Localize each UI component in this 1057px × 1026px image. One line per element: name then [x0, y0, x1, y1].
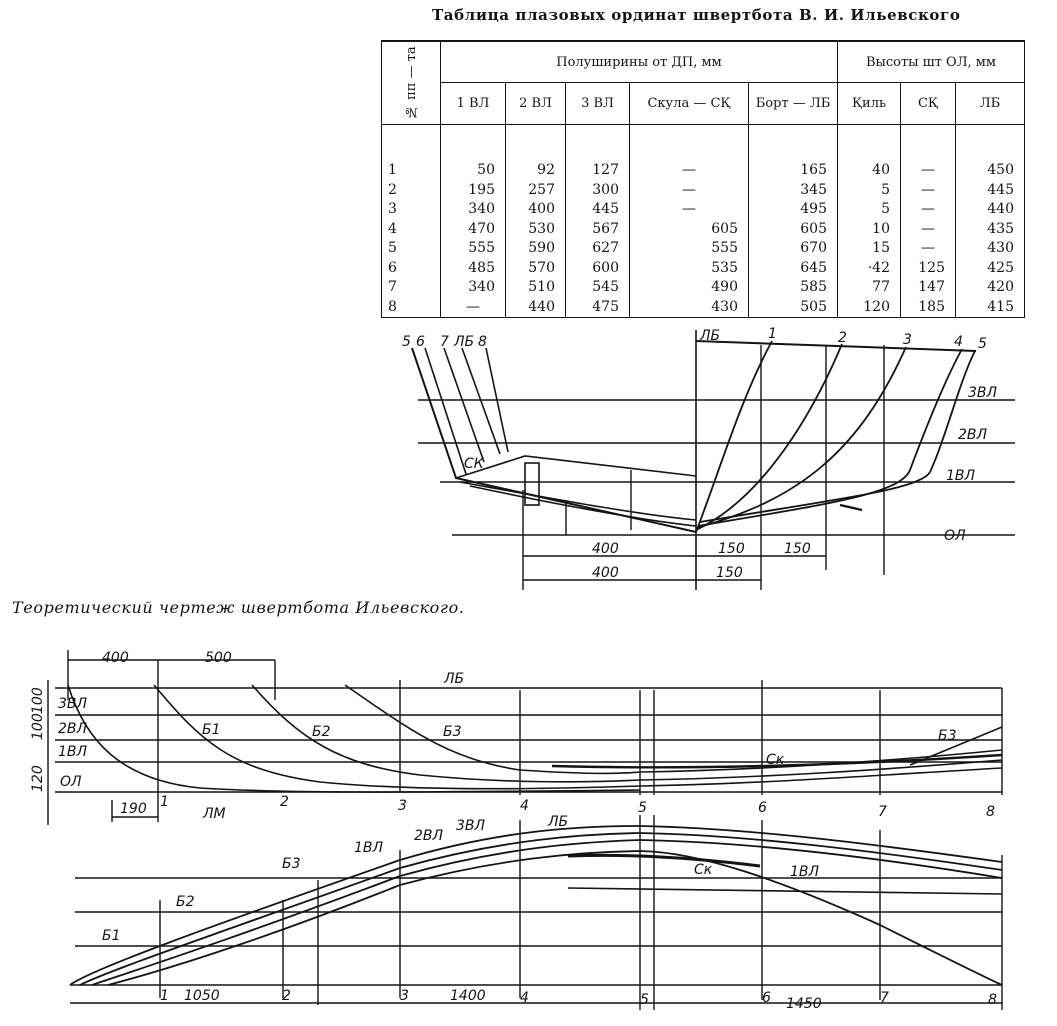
table-cell: 530: [506, 220, 566, 240]
label: 3ВЛ: [456, 818, 486, 834]
table-cell: 300: [566, 181, 630, 201]
station-number: 2: [382, 181, 441, 201]
label: 4: [954, 334, 963, 350]
table-cell: 495: [749, 200, 838, 220]
table-cell: 627: [566, 239, 630, 259]
col-header: 1 ВЛ: [441, 83, 506, 125]
buttock-aft-1: [640, 750, 1002, 772]
label: Б3: [443, 724, 462, 740]
label: 3: [903, 332, 912, 348]
table-cell: 510: [506, 278, 566, 298]
table-cell: 340: [441, 278, 506, 298]
label: 2: [838, 330, 847, 346]
label: Б3: [938, 728, 957, 744]
label: ОЛ: [60, 774, 82, 790]
table-cell: 490: [630, 278, 749, 298]
label: ЛБ: [700, 328, 721, 344]
station-label: 6: [758, 800, 767, 816]
table-cell: 257: [506, 181, 566, 201]
label: Б1: [102, 928, 121, 944]
table-cell: —: [630, 200, 749, 220]
table-cell: 670: [749, 239, 838, 259]
station-label: 1: [160, 794, 169, 810]
table-cell: 147: [901, 278, 956, 298]
table-cell: 430: [956, 239, 1025, 259]
table-cell: 445: [566, 200, 630, 220]
label: СК: [464, 456, 484, 472]
label: 5: [402, 334, 411, 350]
label: 2ВЛ: [58, 721, 88, 737]
col-header: ЛБ: [956, 83, 1025, 125]
dim-label: 1400: [450, 988, 486, 1004]
keel-profile: [68, 685, 640, 792]
buttock-3: [345, 685, 640, 773]
table-cell: —: [901, 220, 956, 240]
table-cell: 430: [630, 298, 749, 318]
table-cell: —: [901, 125, 956, 181]
halfwidths-group-header: Полуширины от ДП, мм: [441, 41, 838, 83]
table-cell: 125: [901, 259, 956, 279]
label: 3ВЛ: [968, 385, 998, 401]
station-label: 6: [762, 990, 771, 1006]
dim-label: 1050: [184, 988, 220, 1004]
bottom-aft-1: [460, 482, 696, 520]
table-cell: 127: [566, 125, 630, 181]
table-cell: 185: [901, 298, 956, 318]
station-number: 3: [382, 200, 441, 220]
section-lb-aft: [462, 348, 500, 454]
col-header: 3 ВЛ: [566, 83, 630, 125]
table-cell: 15: [838, 239, 901, 259]
station-number: 8: [382, 298, 441, 318]
table-cell: —: [441, 298, 506, 318]
table-cell: 400: [506, 200, 566, 220]
table-cell: —: [630, 181, 749, 201]
col-header: Қиль: [838, 83, 901, 125]
dim-label: 400: [592, 541, 619, 557]
station-number: 4: [382, 220, 441, 240]
dim-label: 400: [592, 565, 619, 581]
label: 7: [440, 334, 449, 350]
heights-group-header: Высоты шт ОЛ, мм: [838, 41, 1025, 83]
table-cell: 165: [749, 125, 838, 181]
dim-label: 150: [718, 541, 745, 557]
label: ОЛ: [944, 528, 966, 544]
table-cell: —: [901, 200, 956, 220]
dim-label: 150: [716, 565, 743, 581]
dim-label: 500: [205, 650, 232, 666]
table-cell: 505: [749, 298, 838, 318]
label: Б3: [282, 856, 301, 872]
table-cell: 590: [506, 239, 566, 259]
dim-label: 150: [784, 541, 811, 557]
table-cell: 440: [506, 298, 566, 318]
label: 1: [768, 326, 777, 342]
table-cell: 605: [630, 220, 749, 240]
dim-label: 100: [30, 687, 46, 714]
label: 1ВЛ: [354, 840, 384, 856]
profile-labels: [30, 650, 995, 822]
label: Б2: [312, 724, 331, 740]
centerboard-plan: [568, 888, 1002, 894]
table-cell: 40: [838, 125, 901, 181]
station-label: 4: [520, 798, 529, 814]
station-number: 6: [382, 259, 441, 279]
station-label: 7: [880, 990, 889, 1006]
station-label: 2: [282, 988, 291, 1004]
table-cell: 5: [838, 181, 901, 201]
label: 1ВЛ: [790, 864, 820, 880]
dim-label: 100: [30, 713, 46, 740]
table-cell: —: [630, 125, 749, 181]
label: 6: [416, 334, 425, 350]
drawing-caption: Теоретический чертеж швертбота Ильевского.: [12, 598, 465, 617]
label: Б1: [202, 722, 221, 738]
label: Ск: [694, 862, 713, 878]
table-cell: 77: [838, 278, 901, 298]
table-cell: 420: [956, 278, 1025, 298]
station-header: № пп — та: [403, 46, 419, 120]
table-cell: 5: [838, 200, 901, 220]
col-header: 2 ВЛ: [506, 83, 566, 125]
dim-label: 1450: [786, 996, 822, 1012]
label: Б2: [176, 894, 195, 910]
station-label: 2: [280, 794, 289, 810]
label: Ск: [766, 752, 785, 768]
table-cell: 450: [956, 125, 1025, 181]
station-number: 1: [382, 125, 441, 181]
station-number: 7: [382, 278, 441, 298]
label: 1ВЛ: [946, 468, 976, 484]
label: 5: [978, 336, 987, 352]
table-cell: 600: [566, 259, 630, 279]
table-cell: 415: [956, 298, 1025, 318]
section-7-aft: [444, 348, 484, 462]
table-cell: 570: [506, 259, 566, 279]
table-cell: 605: [749, 220, 838, 240]
table-cell: 485: [441, 259, 506, 279]
table-cell: 195: [441, 181, 506, 201]
sheer-line: [696, 341, 976, 351]
table-cell: 545: [566, 278, 630, 298]
label: ЛМ: [203, 806, 226, 822]
table-cell: 555: [441, 239, 506, 259]
section-4: [698, 349, 962, 526]
section-6-aft: [425, 348, 466, 474]
station-label: 5: [638, 800, 647, 816]
label: 3ВЛ: [58, 696, 88, 712]
station-label: 4: [520, 990, 529, 1006]
station-label: 5: [640, 992, 649, 1008]
label: 2ВЛ: [958, 427, 988, 443]
table-cell: 470: [441, 220, 506, 240]
table-cell: 440: [956, 200, 1025, 220]
table-cell: 50: [441, 125, 506, 181]
keel-mark: [840, 505, 862, 510]
section-3: [696, 347, 906, 528]
station-label: 8: [988, 992, 997, 1008]
section-5: [700, 351, 975, 522]
body-plan-labels: [402, 326, 998, 581]
half-breadth-plan: [70, 815, 1002, 1010]
table-cell: —: [901, 181, 956, 201]
dim-label: 120: [30, 765, 46, 792]
col-header: Борт — ЛБ: [749, 83, 838, 125]
label: 2ВЛ: [414, 828, 444, 844]
waterline-1-plan: [108, 851, 1002, 985]
table-cell: 10: [838, 220, 901, 240]
station-label: 7: [878, 804, 887, 820]
dim-label: 190: [120, 801, 147, 817]
label: 8: [478, 334, 487, 350]
body-plan: [412, 330, 1015, 590]
table-cell: —: [901, 239, 956, 259]
sheer-plan: [70, 826, 1002, 985]
table-cell: ·42: [838, 259, 901, 279]
waterline-3-plan: [80, 833, 1002, 985]
table-cell: 555: [630, 239, 749, 259]
label: 1ВЛ: [58, 744, 88, 760]
table-cell: 340: [441, 200, 506, 220]
table-cell: 475: [566, 298, 630, 318]
table-cell: 435: [956, 220, 1025, 240]
dim-label: 400: [102, 650, 129, 666]
table-cell: 92: [506, 125, 566, 181]
station-label: 3: [398, 798, 407, 814]
label: ЛБ: [548, 814, 569, 830]
table-cell: 535: [630, 259, 749, 279]
table-cell: 445: [956, 181, 1025, 201]
station-label: 8: [986, 804, 995, 820]
station-number: 5: [382, 239, 441, 259]
table-cell: 585: [749, 278, 838, 298]
station-label: 3: [400, 988, 409, 1004]
chine-plan: [568, 855, 760, 866]
label: ЛБ: [454, 334, 475, 350]
table-cell: 345: [749, 181, 838, 201]
station-label: 1: [160, 988, 169, 1004]
col-header: СҚ: [901, 83, 956, 125]
table-cell: 120: [838, 298, 901, 318]
table-cell: 567: [566, 220, 630, 240]
table-title: Таблица плазовых ординат швертбота В. И. Ильевского: [432, 6, 961, 24]
table-cell: 425: [956, 259, 1025, 279]
label: ЛБ: [444, 671, 465, 687]
col-header: Скула — СҚ: [630, 83, 749, 125]
chine-line: [456, 456, 696, 478]
table-cell: 645: [749, 259, 838, 279]
